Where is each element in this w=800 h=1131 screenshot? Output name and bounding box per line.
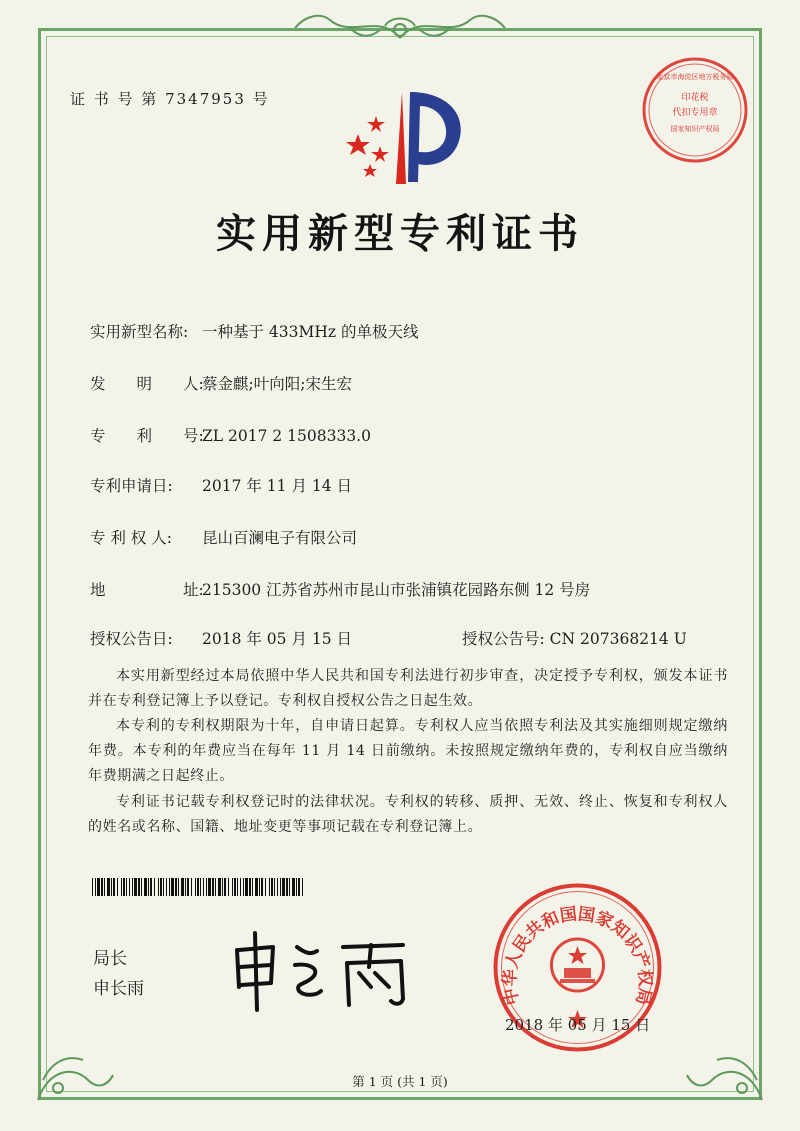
barcode-bar xyxy=(95,878,96,896)
barcode-bar xyxy=(237,878,238,896)
field-patent-number xyxy=(90,424,371,446)
barcode-bar xyxy=(240,878,241,896)
field-label: 专 利 权 人: xyxy=(90,529,173,547)
barcode-bar xyxy=(111,878,112,896)
barcode-bar xyxy=(134,878,137,896)
svg-text:国家知识产权局: 国家知识产权局 xyxy=(670,125,720,133)
field-patent-holder xyxy=(90,526,357,548)
barcode-bar xyxy=(171,878,174,896)
barcode-bar xyxy=(200,878,201,896)
barcode-bar xyxy=(141,878,142,896)
barcode-bar xyxy=(126,878,127,896)
barcode-bar xyxy=(123,878,125,896)
field-label: 授权公告号: xyxy=(462,630,545,648)
barcode-bar xyxy=(296,878,297,896)
barcode-bar xyxy=(228,878,229,896)
field-inventors xyxy=(90,372,352,394)
barcode-bar xyxy=(150,878,152,896)
barcode-bar xyxy=(271,878,273,896)
barcode-bar xyxy=(154,878,155,896)
barcode-bar xyxy=(144,878,147,896)
barcode-bar xyxy=(104,878,105,896)
barcode-bar xyxy=(195,878,196,896)
barcode-bar xyxy=(185,878,186,896)
barcode-bar xyxy=(178,878,179,896)
barcode-bar xyxy=(148,878,149,896)
barcode-bar xyxy=(243,878,244,896)
field-value: 215300 江苏省苏州市昆山市张浦镇花园路东侧 12 号房 xyxy=(202,581,591,599)
barcode-bar xyxy=(92,878,93,896)
barcode-bar xyxy=(224,878,226,896)
barcode-bar xyxy=(191,878,192,896)
barcode-bar xyxy=(286,878,288,896)
barcode-bar xyxy=(215,878,216,896)
barcode-bar xyxy=(117,878,118,896)
barcode-bar xyxy=(187,878,189,896)
barcode-bar xyxy=(166,878,167,896)
field-value: 蔡金麒;叶向阳;宋生宏 xyxy=(202,375,352,393)
field-address xyxy=(90,578,590,600)
barcode-bar xyxy=(203,878,204,896)
certificate-title: 实用新型专利证书 xyxy=(216,210,584,257)
barcode-bar xyxy=(97,878,100,896)
barcode-bar xyxy=(101,878,103,896)
barcode-bar xyxy=(163,878,164,896)
certificate-number: 证 书 号 第 7347953 号 xyxy=(70,90,270,108)
field-label: 专利申请日: xyxy=(90,477,173,495)
barcode-bar xyxy=(113,878,115,896)
field-value: 2017 年 11 月 14 日 xyxy=(202,477,353,495)
barcode-bar xyxy=(265,878,266,896)
field-value: CN 207368214 U xyxy=(549,630,687,648)
barcode-bar xyxy=(160,878,162,896)
svg-text:代扣专用章: 代扣专用章 xyxy=(672,108,718,118)
barcode xyxy=(92,878,304,896)
barcode-bar xyxy=(121,878,122,896)
paragraph-grant-statement: 本实用新型经过本局依照中华人民共和国专利法进行初步审查，决定授予专利权，颁发本证书并在专利登记簿上予以登记。专利权自授权公告之日起生效。 xyxy=(88,668,728,709)
field-value: 2018 年 05 月 15 日 xyxy=(202,630,353,648)
barcode-bar xyxy=(282,878,285,896)
barcode-bar xyxy=(132,878,133,896)
barcode-bar xyxy=(212,878,214,896)
barcode-bar xyxy=(234,878,236,896)
field-label: 专 利 号: xyxy=(90,427,204,445)
barcode-bar xyxy=(298,878,300,896)
field-filing-date xyxy=(90,474,352,496)
field-grant-number xyxy=(462,627,687,649)
barcode-bar xyxy=(197,878,199,896)
signatory-title: 局长 xyxy=(93,949,127,969)
barcode-bar xyxy=(259,878,260,896)
handwritten-signature xyxy=(225,925,415,1015)
barcode-bar xyxy=(245,878,248,896)
barcode-bar xyxy=(208,878,211,896)
field-value: 昆山百澜电子有限公司 xyxy=(202,529,358,547)
tax-stamp-seal xyxy=(640,55,750,165)
page-footer: 第 1 页 (共 1 页) xyxy=(352,1074,448,1089)
field-label: 授权公告日: xyxy=(90,630,173,648)
barcode-bar xyxy=(280,878,281,896)
barcode-bar xyxy=(252,878,253,896)
field-value: ZL 2017 2 1508333.0 xyxy=(202,427,371,445)
barcode-bar xyxy=(289,878,290,896)
barcode-bar xyxy=(302,878,303,896)
top-ornament-icon xyxy=(290,8,510,48)
field-value: 一种基于 433MHz 的单极天线 xyxy=(202,323,419,341)
field-label: 实用新型名称: xyxy=(90,323,189,341)
barcode-bar xyxy=(158,878,159,896)
barcode-bar xyxy=(261,878,263,896)
barcode-bar xyxy=(232,878,233,896)
field-utility-model-name xyxy=(90,320,419,342)
svg-text:印花税: 印花税 xyxy=(681,93,709,103)
barcode-bar xyxy=(222,878,223,896)
barcode-bar xyxy=(181,878,184,896)
barcode-bar xyxy=(249,878,251,896)
barcode-bar xyxy=(129,878,130,896)
barcode-bar xyxy=(292,878,295,896)
seal-text: 中华人民共和国国家知识产权局 xyxy=(500,904,655,1007)
paragraph-legal-status: 专利证书记载专利权登记时的法律状况。专利权的转移、质押、无效、终止、恢复和专利权人的姓名或名称、国籍、地址变更等事项记载在专利登记簿上。 xyxy=(88,794,728,835)
signatory-name: 申长雨 xyxy=(93,979,144,999)
paragraph-term-fees: 本专利的专利权期限为十年，自申请日起算。专利权人应当依照专利法及其实施细则规定缴纳年费。本专利的年费应当在每年 11 月 14 日前缴纳。未按照规定缴纳年费的，专利权自应当缴纳年费期满之日起终止。 xyxy=(88,718,728,784)
barcode-bar xyxy=(274,878,275,896)
barcode-bar xyxy=(206,878,207,896)
barcode-bar xyxy=(218,878,221,896)
barcode-bar xyxy=(269,878,270,896)
barcode-bar xyxy=(138,878,140,896)
svg-text:北京市海淀区地方税务局: 北京市海淀区地方税务局 xyxy=(656,73,734,81)
seal-date: 2018 年 05 月 15 日 xyxy=(505,1016,651,1034)
barcode-bar xyxy=(277,878,278,896)
barcode-bar xyxy=(107,878,110,896)
barcode-bar xyxy=(169,878,170,896)
barcode-bar xyxy=(175,878,177,896)
field-grant-date xyxy=(90,627,352,649)
field-label: 地 址: xyxy=(90,581,204,599)
field-label: 发 明 人: xyxy=(90,375,204,393)
barcode-bar xyxy=(255,878,258,896)
patent-office-logo xyxy=(340,82,470,187)
